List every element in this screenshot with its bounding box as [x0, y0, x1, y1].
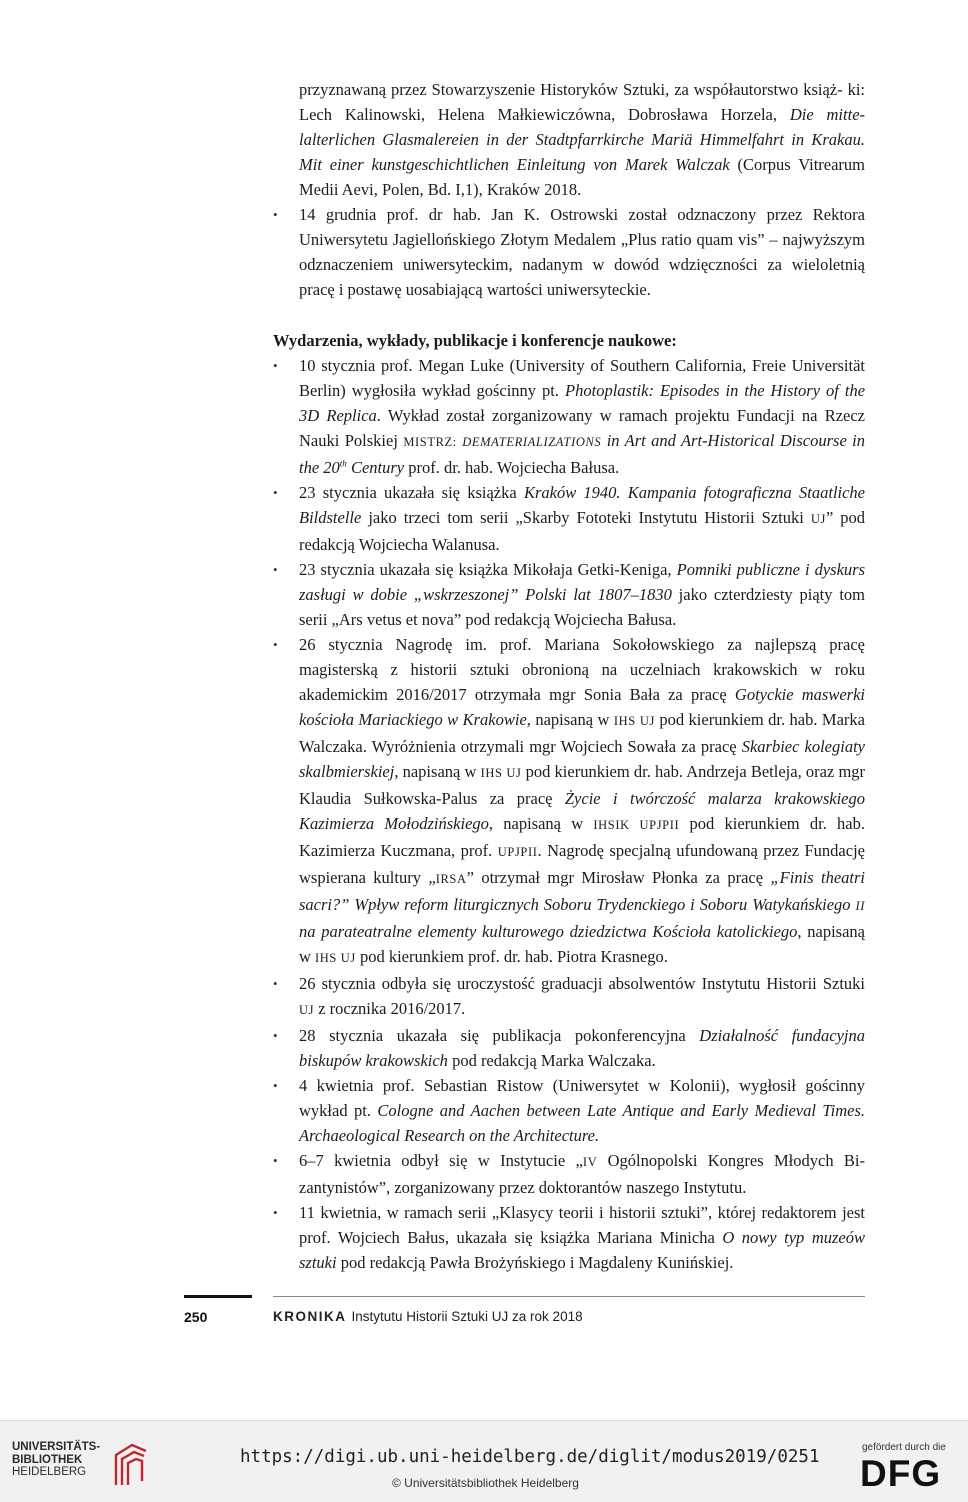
list-item	[273, 1023, 865, 1073]
journal-name: KRONIKA	[273, 1309, 347, 1324]
intro-text: ki: Lech Kalinowski, Helena Małkiewiczówna, Dobrosława Horzela,	[299, 80, 865, 124]
item-title: na parateatralne elementy kulturowego dziedzictwa Kościoła katolickiego	[299, 922, 798, 941]
item-title: Działalność fundacyjna biskupów krakowskich	[299, 1026, 866, 1070]
intro-paragraph	[273, 77, 865, 202]
item-text: pod redakcją Marka Walczaka.	[452, 1051, 656, 1070]
item-text: jako czterdziesty piąty tom serii „Ars vetus et nova” pod redakcją Wojciecha Bałusa.	[299, 585, 865, 629]
item-acronym: DEMATERIALIZATIONS	[462, 435, 602, 449]
item-acronym: UJ	[810, 512, 826, 526]
library-emblem-icon	[112, 1441, 148, 1487]
intro-title: Die mitte-	[789, 105, 866, 124]
library-name	[12, 1441, 100, 1479]
footer-rule-thick	[184, 1295, 252, 1298]
item-title: Gotyckie maswerki kościoła Mariackiego w Krakowie	[299, 685, 866, 729]
item-acronym: IHS UJ	[315, 951, 356, 965]
events-list	[273, 353, 865, 1275]
dfg-logo[interactable]: DFG	[860, 1453, 942, 1494]
item-text: , napisaną w	[299, 922, 866, 966]
item-acronym: IV	[582, 1155, 598, 1169]
list-item	[273, 1200, 865, 1275]
item-acronym: UPJPII	[497, 845, 538, 859]
running-title: Instytutu Historii Sztuki UJ za rok 2018	[351, 1309, 583, 1324]
item-title: in Art and Art-Historical Discourse in the 20	[299, 431, 866, 477]
page-body	[273, 77, 865, 1275]
item-text: pod kierunkiem dr. hab. Andrzeja Betleja, oraz mgr Klaudia Sułkowska-Palus za pracę	[299, 762, 866, 808]
footer-rule	[273, 1296, 865, 1297]
list-item	[273, 202, 865, 302]
item-text: Ogólnopolski Kongres Młodych Bizantynistów”, zorganizowany przez doktorantów naszego Instytutu.	[299, 1151, 865, 1197]
library-name-line: BIBLIOTHEK	[12, 1453, 83, 1466]
intro-text: (Corpus Vitrearum	[737, 155, 866, 174]
item-title: O nowy typ muzeów sztuki	[299, 1228, 866, 1272]
item-acronym: MISTRZ:	[403, 435, 457, 449]
item-text: 28 stycznia ukazała się publikacja pokonferencyjna	[299, 1026, 686, 1045]
item-text: . Wykład został zorganizowany w ramach projektu Fundacji na Rzecz Nauki Polskiej	[299, 406, 865, 450]
item-text: 10 stycznia prof. Megan Luke (University of Southern California, Freie Universität Berlin) wygłosiła wykład gościnny pt.	[299, 356, 865, 400]
item-acronym: IHS UJ	[613, 714, 655, 728]
item-text: 23 stycznia ukazała się książka	[299, 483, 517, 502]
item-title: Skarbiec kolegiaty skalbmierskiej	[299, 737, 865, 781]
list-item	[273, 1148, 865, 1200]
list-item	[273, 353, 865, 480]
item-title: Century	[350, 458, 405, 477]
item-text: 26 stycznia odbyła się uroczystość graduacji absolwentów Instytutu Historii Sztuki	[299, 974, 865, 993]
item-title: Życie i twórczość malarza krakowskiego Kazimierza Mołodzińskiego	[299, 789, 865, 833]
item-text: 6–7 kwietnia odbył się w Instytucie „	[299, 1151, 583, 1170]
dfg-caption: gefördert durch die	[862, 1442, 946, 1453]
item-text: pod kierunkiem prof. dr. hab. Piotra Krasnego.	[359, 947, 668, 966]
list-item	[273, 1073, 865, 1148]
item-text: ” pod redakcją Wojciecha Walanusa.	[299, 508, 866, 554]
intro-text: Medii Aevi, Polen, Bd. I,1), Kraków 2018.	[299, 180, 582, 199]
list-item	[273, 632, 865, 971]
item-text: pod redakcją Pawła Brożyńskiego i Magdaleny Kunińskiej.	[340, 1253, 734, 1272]
item-text: jako trzeci tom serii „Skarby Fototeki Instytutu Historii Sztuki	[368, 508, 804, 527]
item-text: 14 grudnia prof. dr hab. Jan K. Ostrowski został odznaczony przez Rektora Uniwersytetu Jagiellońskiego Złotym Medalem „Plus ratio quam vis” – najwyższym odznaczeniem uniwersyteckim, nadanym w dowód wdzięczności za wieloletnią pracę i postawę uosabiającą wartości uniwersyteckie.	[299, 205, 865, 299]
page-number: 250	[184, 1309, 208, 1325]
item-acronym: IRSA	[435, 872, 467, 886]
viewer-bottom-bar	[0, 1420, 968, 1502]
item-text: prof. dr. hab. Wojciecha Bałusa.	[408, 458, 620, 477]
item-acronym: UJ	[299, 1003, 315, 1017]
item-superscript: th	[339, 458, 347, 469]
item-text: pod kierunkiem dr. hab. Marka Walczaka. Wyróżnienia otrzymali mgr Wojciech Sowała za pracę	[299, 710, 865, 756]
intro-title: Mit einer kunstgeschichtlichen Einleitung von Marek Walczak	[299, 155, 730, 174]
item-text: pod kierunkiem dr. hab. Kazimierza Kuczmana, prof.	[299, 814, 865, 860]
running-footer	[273, 1309, 583, 1324]
item-text: ” otrzymał mgr Mirosław Płonka za pracę	[466, 868, 764, 887]
awards-list	[273, 202, 865, 302]
intro-text: przyznawaną przez Stowarzyszenie Historyków Sztuki, za współautorstwo książ-	[299, 80, 843, 99]
item-text: 11 kwietnia, w ramach serii „Klasycy teorii i historii sztuki”, której redaktorem jest prof. Wojciech Bałus, ukazała się książka Mariana Minicha	[299, 1203, 865, 1247]
item-text: , napisaną w	[526, 710, 610, 729]
section-heading: Wydarzenia, wykłady, publikacje i konferencje naukowe:	[273, 331, 677, 350]
intro-title: lalterlichen Glasmalereien in der Stadtpfarrkirche Mariä Himmelfahrt in Krakau.	[299, 130, 865, 149]
list-item	[273, 557, 865, 632]
document-url[interactable]: https://digi.ub.uni-heidelberg.de/diglit/modus2019/0251	[240, 1447, 820, 1467]
item-text: 26 stycznia Nagrodę im. prof. Mariana Sokołowskiego za najlepszą pracę magisterską z historii sztuki obronioną na uczelniach krakowskich w roku akademickim 2016/2017 otrzymała mgr Sonia Bała za pracę	[299, 635, 865, 704]
item-title: Cologne and Aachen between Late Antique and Early Medieval Times. Archaeological Research on the Architecture.	[299, 1101, 865, 1145]
item-acronym: IHSIK UPJPII	[593, 818, 680, 832]
item-title: Photoplastik: Episodes in the History of the 3D Replica	[299, 381, 866, 425]
item-acronym: II	[855, 899, 865, 913]
item-text: z rocznika 2016/2017.	[318, 999, 466, 1018]
item-title: Kraków 1940. Kampania fotograficzna Staatliche Bildstelle	[299, 483, 866, 527]
library-logo[interactable]	[12, 1441, 142, 1489]
item-title: Pomniki publiczne i dyskurs zasługi w dobie „wskrzeszonej” Polski lat 1807–1830	[299, 560, 866, 604]
item-acronym: IHS UJ	[480, 766, 522, 780]
library-name-line: HEIDELBERG	[12, 1466, 87, 1478]
item-text: 4 kwietnia prof. Sebastian Ristow (Uniwersytet w Kolonii), wygłosił gościnny wykład pt.	[299, 1076, 865, 1120]
list-item	[273, 480, 865, 557]
library-name-line: UNIVERSITÄTS-	[12, 1441, 101, 1453]
copyright-notice: © Universitätsbibliothek Heidelberg	[392, 1476, 579, 1490]
item-text: . Nagrodę specjalną ufundowaną przez Fundację wspierana kultury „	[299, 841, 865, 887]
item-text: 23 stycznia ukazała się książka Mikołaja Getki-Keniga,	[299, 560, 672, 579]
item-text: , napisaną w	[394, 762, 477, 781]
list-item	[273, 971, 865, 1023]
item-text: , napisaną w	[488, 814, 584, 833]
item-title: „Finis theatri sacri?” Wpływ reform liturgicznych Soboru Trydenckiego i Soboru Watykańskiego	[299, 868, 866, 914]
